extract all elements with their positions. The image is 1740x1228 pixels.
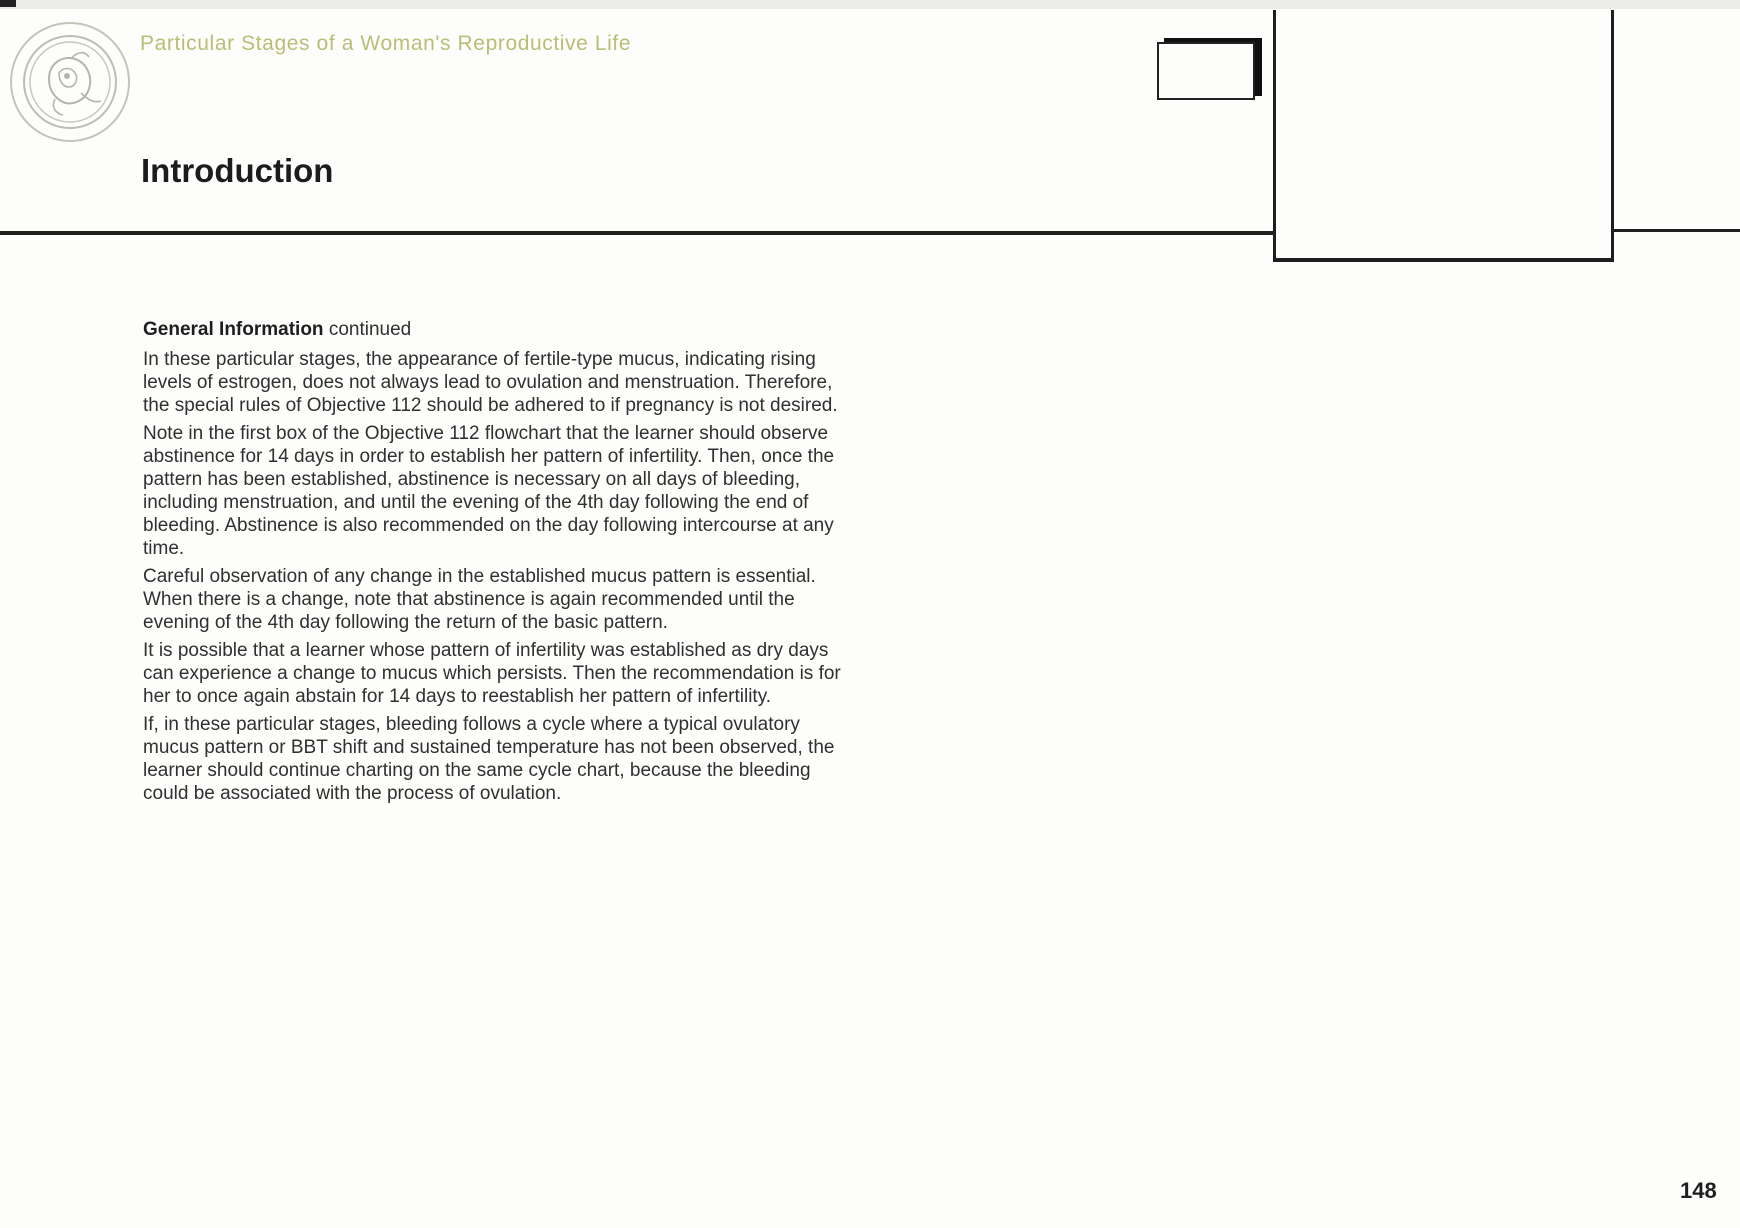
section-heading-title: General Information [143,319,324,340]
chapter-emblem-icon [9,21,131,143]
section-heading [143,318,863,341]
body-text [143,318,863,810]
paragraph: Note in the first box of the Objective 112 flowchart that the learner should observe abstinence for 14 days in order to establish her pattern of infertility. Then, once the pattern has been established, abstinence is necessary on all days of bleeding, including menstruation, and until the evening of the 4th day following the end of bleeding. Abstinence is also recommended on the day following intercourse at any time. [143,423,835,559]
page-title: Introduction [141,152,334,189]
page-number: 148 [1680,1178,1717,1203]
paragraph: It is possible that a learner whose pattern of infertility was established as dry days can experience a change to mucus which persists. Then the recommendation is for her to once again abstain for 14 days to reestablish her pattern of infertility. [143,640,841,707]
corner-mark [0,0,16,7]
running-head: Particular Stages of a Woman's Reproductive Life [140,32,632,55]
paragraph: In these particular stages, the appearance of fertile-type mucus, indicating rising levels of estrogen, does not always lead to ovulation and menstruation. Therefore, the special rules of Objective 112 should be adhered to if pregnancy is not desired. [143,349,838,416]
section-marker-box [1157,42,1255,100]
top-edge-strip [0,0,1740,9]
paragraph: Careful observation of any change in the established mucus pattern is essential. When there is a change, note that abstinence is again recommended until the evening of the 4th day following the return of the basic pattern. [143,566,816,633]
section-heading-suffix: continued [328,319,412,340]
paragraph: If, in these particular stages, bleeding follows a cycle where a typical ovulatory mucus pattern or BBT shift and sustained temperature has not been observed, the learner should continue charting on the same cycle chart, because the bleeding could be associated with the process of ovulation. [143,714,835,804]
header-rule [0,231,1278,235]
header-rule-right [1612,229,1740,232]
side-panel-frame [1273,10,1614,262]
